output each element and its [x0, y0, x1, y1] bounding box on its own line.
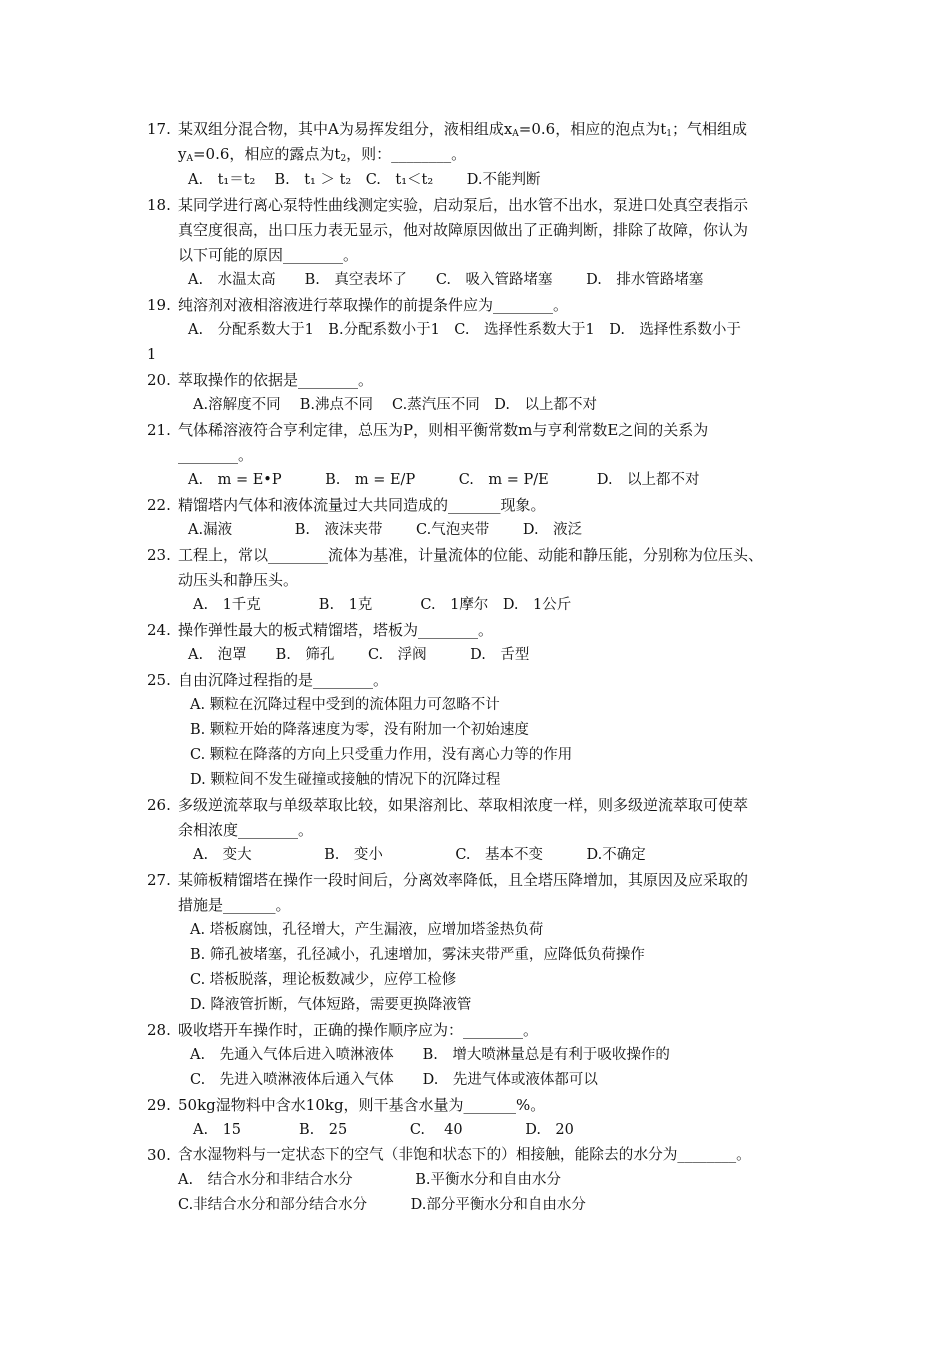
question-text: 多级逆流萃取与单级萃取比较，如果溶剂比、萃取相浓度一样，则多级逆流萃取可使萃	[178, 796, 749, 814]
answer-option: A. 结合水分和非结合水分 B.平衡水分和自由水分	[178, 1172, 561, 1188]
answer-option: A. 颗粒在沉降过程中受到的流体阻力可忽略不计	[190, 697, 500, 713]
answer-options: A. 分配系数大于1 B.分配系数小于1 C. 选择性系数大于1 D. 选择性系数小于	[188, 322, 741, 338]
question-text: 余相浓度________。	[178, 821, 314, 839]
question-text: 精馏塔内气体和液体流量过大共同造成的_______现象。	[178, 496, 546, 514]
answer-options: A. 15 B. 25 C. 40 D. 20	[193, 1122, 574, 1138]
answer-options: A.漏液 B. 液沫夹带 C.气泡夹带 D. 液泛	[188, 522, 583, 538]
answer-options: A. 水温太高 B. 真空表坏了 C. 吸入管路堵塞 D. 排水管路堵塞	[188, 272, 704, 288]
answer-options: A. t₁＝t₂ B. t₁ ＞ t₂ C. t₁＜t₂ D.不能判断	[188, 172, 541, 188]
answer-option: A. 塔板腐蚀，孔径增大，产生漏液，应增加塔釜热负荷	[190, 922, 544, 938]
question-number: 21.	[147, 421, 171, 439]
question-text: 纯溶剂对液相溶液进行萃取操作的前提条件应为________。	[178, 296, 569, 314]
question-text: ________。	[178, 446, 254, 464]
answer-option: A. 先通入气体后进入喷淋液体 B. 增大喷淋量总是有利于吸收操作的	[190, 1047, 670, 1063]
question-text: 操作弹性最大的板式精馏塔，塔板为________。	[178, 621, 494, 639]
question-number: 26.	[147, 796, 171, 814]
answer-option: D. 颗粒间不发生碰撞或接触的情况下的沉降过程	[190, 772, 501, 788]
question-text: 吸收塔开车操作时，正确的操作顺序应为：________。	[178, 1021, 539, 1039]
question-number: 22.	[147, 496, 171, 514]
answer-options: A. 泡罩 B. 筛孔 C. 浮阀 D. 舌型	[188, 647, 530, 663]
question-text: 某双组分混合物，其中A为易挥发组分，液相组成$x_A=0.6$，相应的泡点为$t_1$；气相组成	[178, 120, 747, 139]
answer-options: A.溶解度不同 B.沸点不同 C.蒸汽压不同 D. 以上都不对	[193, 397, 597, 413]
question-number: 28.	[147, 1021, 171, 1039]
question-text: 50kg湿物料中含水10kg，则干基含水量为_______%。	[178, 1096, 546, 1114]
question-number: 19.	[147, 296, 171, 314]
question-text: 某筛板精馏塔在操作一段时间后，分离效率降低，且全塔压降增加，其原因及应采取的	[178, 871, 749, 889]
question-number: 30.	[147, 1146, 171, 1164]
answer-option: C. 先进入喷淋液体后通入气体 D. 先进气体或液体都可以	[190, 1072, 598, 1088]
question-text: 措施是_______。	[178, 896, 291, 914]
question-text: 自由沉降过程指的是________。	[178, 671, 389, 689]
answer-options: A. 1千克 B. 1克 C. 1摩尔 D. 1公斤	[193, 597, 572, 613]
question-number: 24.	[147, 621, 171, 639]
question-number: 18.	[147, 196, 171, 214]
question-text: 工程上，常以________流体为基准，计量流体的位能、动能和静压能，分别称为位压头、	[178, 546, 764, 564]
question-text: 气体稀溶液符合亨利定律，总压为P，则相平衡常数m与亨利常数E之间的关系为	[178, 421, 709, 439]
question-text: $y_A=0.6$，相应的露点为$t_2$，则：________。	[178, 145, 467, 164]
answer-options-overflow: 1	[147, 347, 157, 363]
question-text: 动压头和静压头。	[178, 571, 299, 589]
question-number: 27.	[147, 871, 171, 889]
question-number: 29.	[147, 1096, 171, 1114]
question-text: 以下可能的原因________。	[178, 246, 359, 264]
answer-option: C. 塔板脱落，理论板数减少，应停工检修	[190, 972, 457, 988]
question-number: 20.	[147, 371, 171, 389]
answer-options: A. 变大 B. 变小 C. 基本不变 D.不确定	[193, 847, 646, 863]
answer-options: A. m = E•P B. m = E/P C. m = P/E D. 以上都不对	[188, 472, 700, 488]
question-text: 某同学进行离心泵特性曲线测定实验，启动泵后，出水管不出水，泵进口处真空表指示	[178, 196, 749, 214]
question-number: 17.	[147, 120, 171, 138]
answer-option: C.非结合水分和部分结合水分 D.部分平衡水分和自由水分	[178, 1197, 586, 1213]
answer-option: B. 颗粒开始的降落速度为零，没有附加一个初始速度	[190, 722, 529, 738]
answer-option: C. 颗粒在降落的方向上只受重力作用，没有离心力等的作用	[190, 747, 573, 763]
question-text: 含水湿物料与一定状态下的空气（非饱和状态下的）相接触，能除去的水分为________。	[178, 1146, 751, 1163]
question-text: 真空度很高，出口压力表无显示，他对故障原因做出了正确判断，排除了故障，你认为	[178, 221, 749, 239]
question-number: 23.	[147, 546, 171, 564]
question-text: 萃取操作的依据是________。	[178, 371, 374, 389]
question-number: 25.	[147, 671, 171, 689]
answer-option: B. 筛孔被堵塞，孔径减小，孔速增加，雾沫夹带严重，应降低负荷操作	[190, 947, 645, 963]
answer-option: D. 降液管折断，气体短路，需要更换降液管	[190, 997, 472, 1013]
